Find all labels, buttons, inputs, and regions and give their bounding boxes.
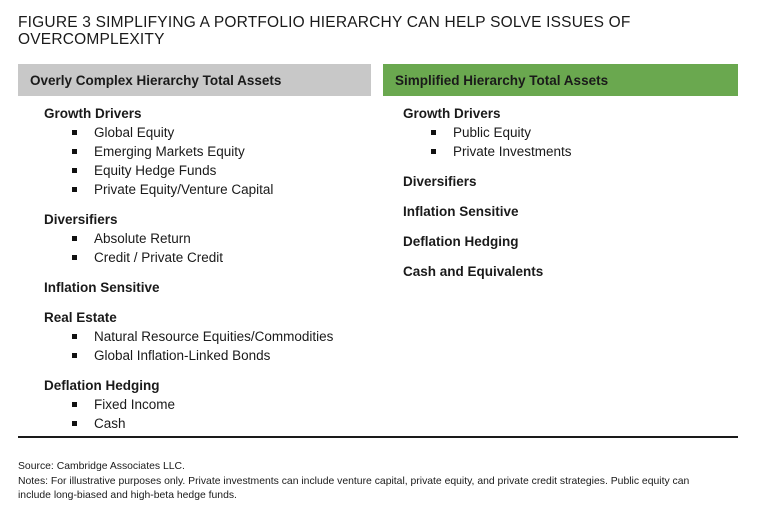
- group-title-inflation-sensitive: Inflation Sensitive: [403, 204, 519, 219]
- group-title-growth-drivers: Growth Drivers: [44, 106, 142, 121]
- group-title-cash-and-equivalents: Cash and Equivalents: [403, 264, 544, 279]
- group-title-real-estate: Real Estate: [44, 310, 117, 325]
- list-item-label: Equity Hedge Funds: [94, 163, 217, 178]
- list-item: [44, 142, 333, 161]
- bottom-divider: [18, 436, 738, 438]
- list-item: [44, 346, 333, 365]
- list-item-label: Public Equity: [453, 125, 532, 140]
- list-item-label: Credit / Private Credit: [94, 250, 224, 265]
- list-item: [44, 327, 333, 346]
- right-column-body: [403, 104, 572, 281]
- left-column-body: [44, 104, 333, 433]
- figure-notes: [18, 460, 763, 504]
- group-title-deflation-hedging: Deflation Hedging: [44, 378, 160, 393]
- bullet-square-icon: [72, 130, 77, 135]
- list-item: [403, 123, 572, 142]
- bullet-square-icon: [72, 402, 77, 407]
- notes-line-1: Notes: For illustrative purposes only. Private investments can include venture capital, private equity, and private credit strategies. Public equity can: [18, 475, 690, 487]
- figure-title: [18, 14, 738, 48]
- source-line: Source: Cambridge Associates LLC.: [18, 461, 185, 472]
- bullet-square-icon: [72, 168, 77, 173]
- list-item: [44, 161, 333, 180]
- list-item-label: Private Investments: [453, 144, 572, 159]
- bullet-list: [44, 395, 333, 433]
- group-title-deflation-hedging: Deflation Hedging: [403, 234, 519, 249]
- left-column-header: Overly Complex Hierarchy Total Assets: [18, 64, 371, 96]
- bullet-list: [44, 229, 333, 267]
- group-title-diversifiers: Diversifiers: [44, 212, 118, 227]
- figure-title-line-2: OVERCOMPLEXITY: [18, 31, 165, 48]
- list-item: [403, 142, 572, 161]
- list-item-label: Fixed Income: [94, 397, 176, 412]
- list-item: [44, 123, 333, 142]
- list-item-label: Natural Resource Equities/Commodities: [94, 329, 334, 344]
- bullet-square-icon: [72, 421, 77, 426]
- header-divider: [371, 64, 383, 96]
- group-title-growth-drivers: Growth Drivers: [403, 106, 501, 121]
- column-header-row: [18, 64, 738, 96]
- group-title-diversifiers: Diversifiers: [403, 174, 477, 189]
- list-item: [44, 248, 333, 267]
- list-item-label: Global Inflation-Linked Bonds: [94, 348, 271, 363]
- list-item: [44, 395, 333, 414]
- bullet-square-icon: [72, 187, 77, 192]
- list-item-label: Private Equity/Venture Capital: [94, 182, 274, 197]
- bullet-square-icon: [72, 353, 77, 358]
- list-item-label: Absolute Return: [94, 231, 191, 246]
- list-item-label: Global Equity: [94, 125, 175, 140]
- bullet-square-icon: [431, 149, 436, 154]
- bullet-square-icon: [72, 149, 77, 154]
- bullet-square-icon: [72, 334, 77, 339]
- notes-line-2: include long-biased and high-beta hedge funds.: [18, 490, 237, 501]
- bullet-square-icon: [72, 255, 77, 260]
- bullet-square-icon: [431, 130, 436, 135]
- list-item-label: Emerging Markets Equity: [94, 144, 245, 159]
- list-item-label: Cash: [94, 416, 126, 431]
- bullet-list: [44, 327, 333, 365]
- bullet-list: [44, 123, 333, 199]
- bullet-square-icon: [72, 236, 77, 241]
- list-item: [44, 180, 333, 199]
- right-column-header: Simplified Hierarchy Total Assets: [383, 64, 738, 96]
- bullet-list: [403, 123, 572, 161]
- figure-title-line-1: FIGURE 3 SIMPLIFYING A PORTFOLIO HIERARCHY CAN HELP SOLVE ISSUES OF: [18, 14, 631, 31]
- list-item: [44, 229, 333, 248]
- list-item: [44, 414, 333, 433]
- group-title-inflation-sensitive: Inflation Sensitive: [44, 280, 160, 295]
